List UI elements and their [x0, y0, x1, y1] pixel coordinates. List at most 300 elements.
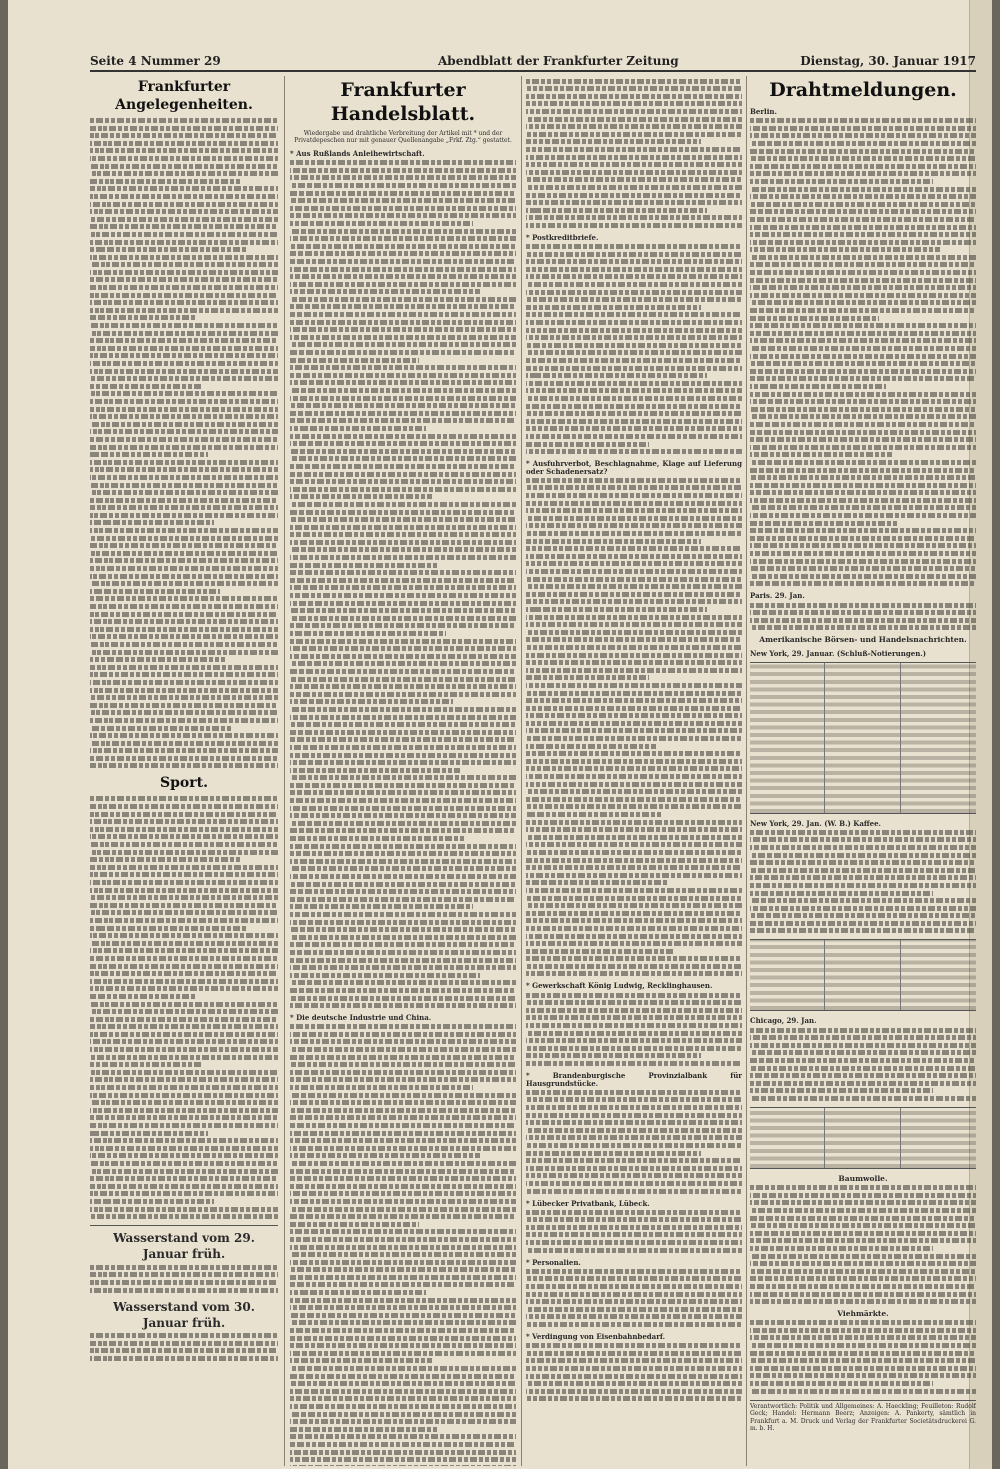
text-line	[526, 1143, 742, 1148]
text-line	[90, 202, 278, 207]
text-line	[290, 1229, 516, 1234]
column-separator	[521, 76, 522, 1466]
text-line	[750, 437, 976, 442]
text-line	[290, 244, 516, 249]
text-line	[526, 531, 742, 536]
text-line	[90, 1184, 278, 1189]
text-line	[526, 1343, 742, 1348]
text-line	[90, 812, 278, 817]
text-line	[290, 1207, 516, 1212]
text-line	[290, 836, 466, 841]
text-line	[290, 965, 516, 970]
text-line	[290, 532, 516, 537]
text-line	[290, 1351, 516, 1356]
text-line	[90, 926, 248, 931]
text-line	[90, 1288, 278, 1293]
text-line	[90, 118, 278, 123]
text-line	[290, 1260, 516, 1265]
text-line	[290, 1085, 473, 1090]
text-line	[290, 973, 480, 978]
text-line	[290, 1123, 516, 1128]
text-line	[526, 274, 742, 279]
text-line	[290, 1100, 516, 1105]
stock-quotation-table	[750, 662, 976, 814]
text-line	[526, 888, 742, 893]
text-line	[290, 494, 432, 499]
text-line	[526, 782, 742, 787]
text-line	[750, 505, 976, 510]
text-line	[90, 475, 278, 480]
text-line	[90, 445, 278, 450]
text-line	[526, 744, 656, 749]
text-line	[290, 601, 516, 606]
text-line	[526, 170, 742, 175]
text-line	[750, 928, 976, 933]
text-line	[526, 622, 742, 627]
text-line	[290, 882, 516, 887]
text-line	[750, 316, 879, 321]
text-line	[526, 373, 707, 378]
text-line	[290, 646, 516, 651]
text-line	[750, 875, 976, 880]
text-line	[750, 1366, 976, 1371]
text-line	[290, 692, 516, 697]
article-heading: * Lübecker Privatbank, Lübeck.	[526, 1198, 650, 1208]
text-line	[290, 608, 516, 613]
text-line	[750, 1389, 976, 1394]
text-line	[750, 574, 976, 579]
text-line	[526, 683, 742, 688]
text-line	[290, 661, 516, 666]
text-line	[526, 706, 742, 711]
article-text	[290, 160, 516, 1008]
text-line	[290, 487, 516, 492]
text-line	[90, 695, 278, 700]
text-line	[750, 625, 976, 630]
text-line	[90, 452, 208, 457]
text-line	[290, 1062, 516, 1067]
text-line	[526, 1158, 742, 1163]
text-line	[90, 338, 278, 343]
text-line	[90, 1138, 278, 1143]
text-line	[90, 857, 242, 862]
text-line	[750, 262, 976, 267]
text-line	[526, 215, 742, 220]
text-line	[290, 585, 516, 590]
text-line	[90, 612, 278, 617]
text-line	[290, 874, 516, 879]
text-line	[290, 403, 516, 408]
text-line	[90, 483, 278, 488]
text-line	[750, 240, 976, 245]
text-line	[90, 171, 278, 176]
imprint: Verantwortlich: Politik und Allgemeines: A. Haeckling; Feuilleton: Rudolf Geck; Handel: Hermann Beerz; Anzeigen: A. Pankerty, sämtlich in Frankfurt a. M. Druck und Verlag der Frankfurter Societätsdruckerei G. m. b. H.	[750, 1400, 976, 1433]
text-line	[290, 570, 516, 575]
text-line	[526, 101, 742, 106]
text-line	[90, 1356, 278, 1361]
text-line	[290, 1381, 516, 1386]
text-line	[750, 361, 976, 366]
text-line	[526, 1046, 742, 1051]
text-line	[290, 229, 516, 234]
text-line	[526, 259, 742, 264]
text-line	[90, 1214, 278, 1219]
text-line	[90, 589, 220, 594]
text-line	[290, 411, 516, 416]
text-line	[90, 315, 197, 320]
text-line	[750, 209, 976, 214]
text-line	[526, 637, 742, 642]
article-heading: * Die deutsche Industrie und China.	[290, 1013, 432, 1023]
text-line	[526, 911, 742, 916]
text-line	[90, 1115, 278, 1120]
text-line	[90, 156, 278, 161]
text-line	[526, 350, 742, 355]
text-line	[290, 1047, 516, 1052]
text-line	[526, 1189, 742, 1194]
text-line	[750, 1328, 976, 1333]
text-line	[290, 1442, 516, 1447]
text-line	[290, 388, 516, 393]
text-line	[290, 449, 516, 454]
text-line	[90, 505, 278, 510]
text-line	[90, 718, 278, 723]
text-line	[526, 485, 742, 490]
text-line	[526, 358, 742, 363]
text-line	[90, 543, 278, 548]
text-line	[750, 452, 892, 457]
text-line	[750, 232, 976, 237]
article-text	[526, 478, 742, 977]
text-line	[290, 813, 516, 818]
text-line	[750, 164, 976, 169]
text-line	[750, 860, 976, 865]
text-line	[290, 555, 516, 560]
text-line	[750, 891, 933, 896]
column-wire-reports	[750, 76, 976, 1469]
text-line	[750, 1351, 976, 1356]
article-text	[526, 244, 742, 454]
text-line	[90, 1146, 278, 1151]
text-line	[750, 1231, 976, 1236]
text-line	[526, 759, 742, 764]
text-line	[90, 429, 278, 434]
text-line	[526, 1225, 742, 1230]
text-line	[750, 285, 976, 290]
text-line	[290, 1176, 516, 1181]
text-line	[526, 789, 742, 794]
text-line	[290, 935, 516, 940]
text-line	[290, 866, 516, 871]
text-line	[290, 806, 516, 811]
text-line	[750, 1320, 976, 1325]
article-text	[526, 1210, 742, 1253]
text-line	[526, 1151, 701, 1156]
text-line	[90, 642, 278, 647]
text-line	[90, 194, 278, 199]
text-line	[290, 168, 516, 173]
text-line	[750, 883, 976, 888]
text-line	[90, 1100, 278, 1105]
section-title: Frankfurter Handelsblatt.	[330, 79, 476, 125]
text-line	[90, 741, 278, 746]
text-line	[90, 460, 278, 465]
text-line	[290, 1169, 516, 1174]
text-line	[750, 1193, 976, 1198]
text-line	[290, 510, 516, 515]
text-line	[526, 1217, 742, 1222]
text-line	[90, 414, 278, 419]
text-line	[290, 1093, 516, 1098]
text-line	[750, 149, 976, 154]
text-line	[290, 1374, 516, 1379]
text-line	[290, 464, 516, 469]
text-line	[526, 1113, 742, 1118]
water-level-report	[90, 1225, 278, 1361]
text-line	[526, 1269, 742, 1274]
text-line	[290, 707, 516, 712]
text-line	[750, 376, 976, 381]
text-line	[750, 225, 976, 230]
text-line	[90, 262, 278, 267]
text-line	[750, 898, 976, 903]
text-line	[90, 726, 231, 731]
text-line	[90, 619, 278, 624]
article-text	[750, 118, 976, 586]
text-line	[750, 384, 886, 389]
text-line	[526, 1120, 742, 1125]
coffee-quotation-table	[750, 939, 976, 1011]
text-line	[90, 895, 278, 900]
text-line	[290, 1320, 516, 1325]
text-line	[90, 979, 278, 984]
text-line	[90, 680, 278, 685]
text-line	[90, 827, 278, 832]
text-line	[90, 956, 278, 961]
text-line	[526, 343, 742, 348]
text-line	[290, 790, 516, 795]
text-line	[526, 396, 742, 401]
text-line	[526, 312, 742, 317]
text-line	[90, 1093, 278, 1098]
text-line	[290, 654, 516, 659]
text-line	[90, 941, 278, 946]
text-line	[526, 223, 742, 228]
text-line	[290, 441, 516, 446]
text-line	[750, 217, 976, 222]
text-line	[526, 971, 742, 976]
text-line	[90, 1348, 278, 1353]
text-line	[290, 335, 516, 340]
text-line	[290, 753, 516, 758]
text-line	[90, 819, 278, 824]
article-heading: New York, 29. Jan. (W. B.) Kaffee.	[750, 818, 881, 828]
text-line	[750, 278, 976, 283]
text-line	[750, 133, 976, 138]
text-line	[750, 1185, 976, 1190]
text-line	[526, 193, 742, 198]
text-line	[750, 475, 976, 480]
subsection-title: Viehmärkte.	[837, 1309, 889, 1319]
article-heading: * Aus Rußlands Anleihewirtschaft.	[290, 149, 425, 158]
text-line	[290, 312, 516, 317]
text-line	[90, 551, 278, 556]
text-line	[90, 422, 278, 427]
text-line	[290, 1077, 516, 1082]
text-line	[90, 1153, 278, 1158]
text-line	[526, 1299, 742, 1304]
text-line	[750, 837, 976, 842]
text-line	[526, 615, 742, 620]
text-line	[526, 993, 742, 998]
text-line	[90, 710, 278, 715]
text-line	[290, 1366, 516, 1371]
text-line	[526, 630, 742, 635]
text-line	[750, 521, 899, 526]
text-line	[290, 1070, 516, 1075]
text-line	[290, 1313, 516, 1318]
text-line	[290, 358, 419, 363]
text-line	[526, 1374, 742, 1379]
text-line	[750, 354, 976, 359]
text-line	[750, 202, 976, 207]
text-line	[526, 850, 742, 855]
text-line	[750, 399, 976, 404]
text-line	[526, 820, 742, 825]
text-line	[526, 1351, 742, 1356]
text-line	[90, 384, 203, 389]
text-line	[526, 426, 742, 431]
article-heading: * Ausfuhrverbot, Beschlagnahme, Klage auf Lieferung oder Schadenersatz?	[526, 459, 742, 476]
text-line	[526, 675, 649, 680]
text-line	[526, 964, 742, 969]
text-line	[290, 616, 516, 621]
text-line	[526, 411, 742, 416]
text-line	[526, 592, 742, 597]
text-line	[290, 631, 446, 636]
text-line	[526, 109, 742, 114]
text-line	[90, 247, 248, 252]
text-line	[750, 1058, 976, 1063]
text-line	[750, 346, 976, 351]
text-line	[750, 247, 940, 252]
text-line	[90, 232, 278, 237]
text-line	[526, 1008, 742, 1013]
text-line	[290, 745, 516, 750]
text-line	[750, 543, 976, 548]
text-line	[90, 186, 278, 191]
text-line	[90, 490, 278, 495]
text-line	[290, 904, 473, 909]
text-line	[750, 1373, 976, 1378]
text-line	[750, 369, 976, 374]
column-separator	[746, 76, 747, 1466]
text-line	[90, 748, 278, 753]
text-line	[750, 445, 976, 450]
text-line	[290, 958, 516, 963]
text-line	[290, 912, 516, 917]
text-line	[290, 578, 516, 583]
text-line	[750, 1200, 976, 1205]
text-line	[750, 1223, 976, 1228]
text-line	[526, 546, 742, 551]
text-line	[90, 634, 278, 639]
text-line	[750, 1088, 933, 1093]
text-line	[526, 721, 742, 726]
article-heading: New York, 29. Januar. (Schluß-Notierungen.)	[750, 648, 927, 658]
text-line	[90, 407, 278, 412]
text-line	[290, 699, 453, 704]
text-line	[290, 1343, 516, 1348]
text-line	[90, 880, 278, 885]
text-line	[526, 539, 701, 544]
text-line	[290, 1191, 516, 1196]
page-header	[90, 50, 976, 70]
text-line	[750, 179, 933, 184]
text-line	[750, 118, 976, 123]
text-line	[290, 563, 439, 568]
text-line	[90, 513, 278, 518]
text-line	[90, 1039, 278, 1044]
text-line	[90, 834, 278, 839]
article-text	[750, 603, 976, 631]
text-line	[750, 414, 976, 419]
text-line	[750, 255, 976, 260]
text-line	[290, 996, 516, 1001]
text-line	[526, 523, 742, 528]
text-line	[290, 1214, 516, 1219]
text-line	[290, 373, 516, 378]
text-line	[90, 756, 278, 761]
text-line	[526, 478, 742, 483]
text-line	[90, 948, 278, 953]
text-line	[90, 1191, 278, 1196]
text-line	[90, 688, 278, 693]
text-line	[526, 691, 742, 696]
text-line	[290, 760, 516, 765]
text-line	[90, 1047, 278, 1052]
text-line	[526, 162, 742, 167]
article-text	[526, 1269, 742, 1327]
text-line	[290, 297, 516, 302]
text-line	[526, 442, 649, 447]
text-line	[290, 502, 516, 507]
article-text	[526, 1343, 742, 1401]
text-line	[90, 528, 278, 533]
text-line	[750, 1216, 976, 1221]
text-line	[526, 1396, 742, 1401]
text-line	[290, 980, 516, 985]
text-line	[90, 918, 278, 923]
water-level-heading: Wasserstand vom 30. Januar früh.	[113, 1299, 255, 1330]
text-line	[526, 252, 742, 257]
text-line	[290, 1419, 516, 1424]
text-line	[290, 1039, 516, 1044]
text-line	[526, 865, 742, 870]
text-line	[90, 964, 278, 969]
text-line	[750, 1261, 976, 1266]
text-line	[750, 323, 976, 328]
text-line	[290, 593, 516, 598]
text-line	[90, 399, 278, 404]
article-heading: Berlin.	[750, 107, 777, 116]
text-line	[290, 1237, 516, 1242]
text-line	[90, 733, 278, 738]
text-line	[526, 200, 742, 205]
text-line	[526, 147, 742, 152]
text-line	[90, 391, 278, 396]
text-line	[750, 430, 976, 435]
